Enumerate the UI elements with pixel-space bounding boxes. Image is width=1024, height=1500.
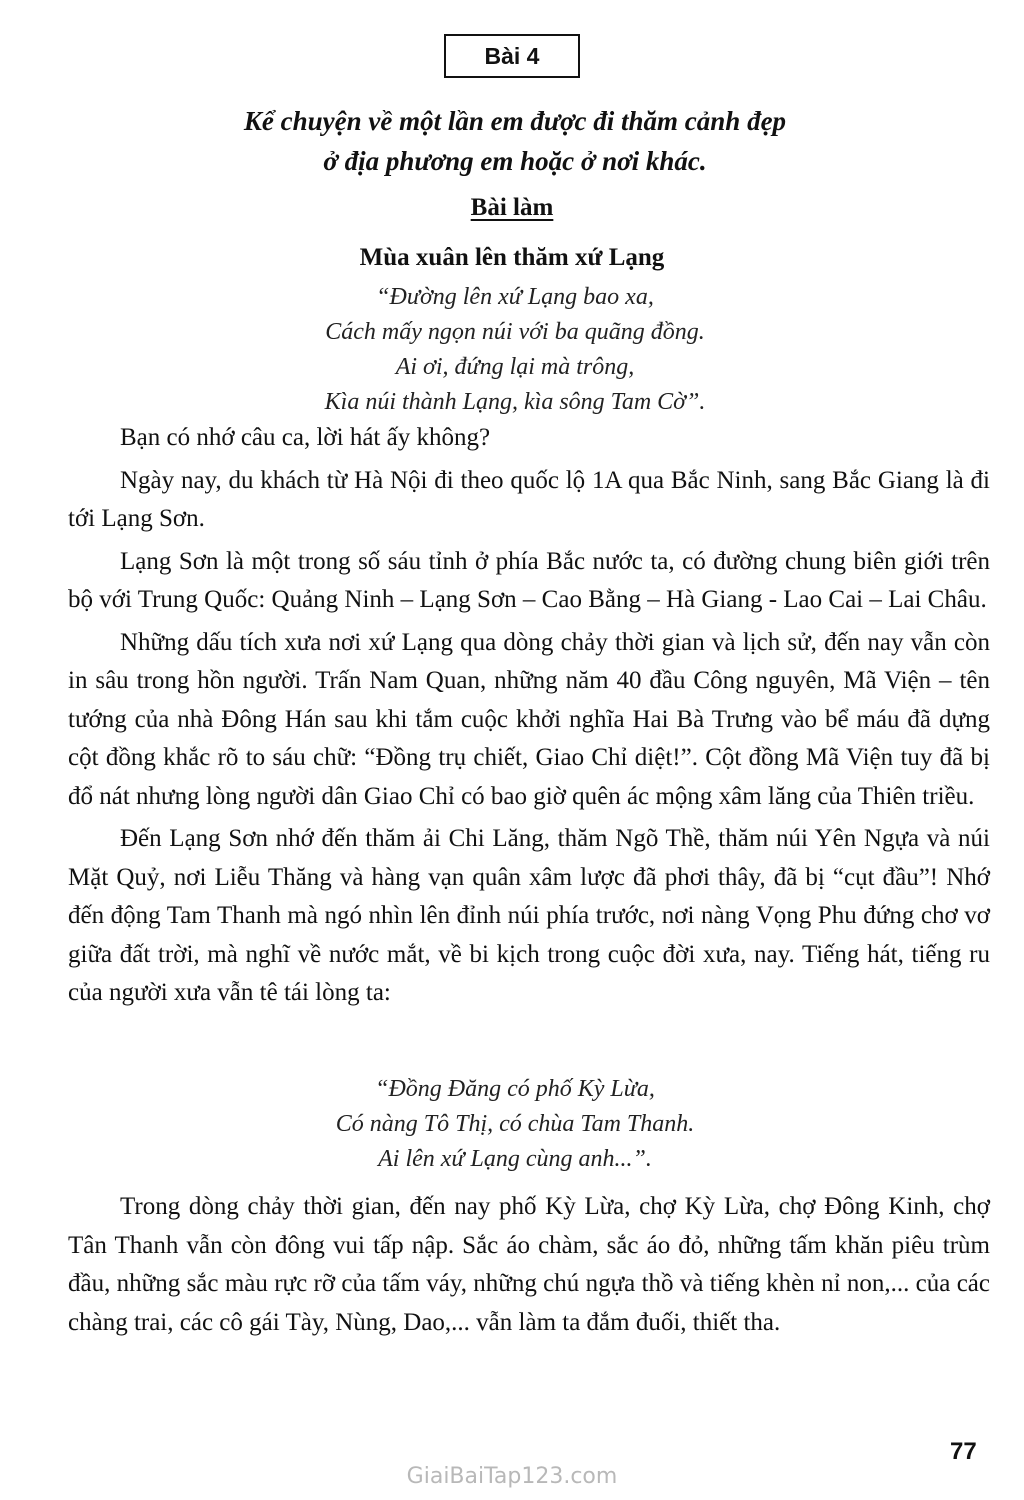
essay-body-part2	[68, 1188, 990, 1342]
answer-heading	[0, 192, 1024, 224]
task-prompt	[120, 101, 910, 181]
opening-poem	[0, 280, 1024, 420]
paragraph: Những dấu tích xưa nơi xứ Lạng qua dòng chảy thời gian và lịch sử, đến nay vẫn còn in sâu trong hồn người. Trấn Nam Quan, những năm 40 đầu Công nguyên, Mã Viện – tên tướng của nhà Đông Hán sau khi tắm cuộc khởi nghĩa Hai Bà Trưng vào bể máu đã dựng cột đồng khắc rõ to sáu chữ: “Đồng trụ chiết, Giao Chỉ diệt!”. Cột đồng Mã Viện tuy đã bị đổ nát nhưng lòng người dân Giao Chỉ có bao giờ quên ác mộng xâm lăng của Thiên triều.	[68, 628, 990, 810]
lesson-label: Bài 4	[484, 42, 540, 69]
poem-line: Có nàng Tô Thị, có chùa Tam Thanh.	[335, 1111, 695, 1137]
task-line: Kể chuyện về một lần em được đi thăm cảnh đẹp	[243, 106, 787, 136]
poem-line: Cách mấy ngọn núi với ba quãng đồng.	[325, 319, 705, 345]
poem-line: Ai lên xứ Lạng cùng anh...”.	[378, 1146, 652, 1172]
poem-line: Kìa núi thành Lạng, kìa sông Tam Cờ”.	[324, 389, 706, 415]
paragraph: Đến Lạng Sơn nhớ đến thăm ải Chi Lăng, thăm Ngõ Thề, thăm núi Yên Ngựa và núi Mặt Quỷ, nơi Liễu Thăng và hàng vạn quân xâm lược đã phơi thây, đã bị “cụt đầu”! Nhớ đến động Tam Thanh mà ngó nhìn lên đỉnh núi phía trước, nơi nàng Vọng Phu đứng chơ vơ giữa đất trời, mà nghĩ về nước mắt, về bi kịch trong cuộc đời xưa, nay. Tiếng hát, tiếng ru của người xưa vẫn tê tái lòng ta:	[68, 825, 990, 1006]
poem-line: “Đường lên xứ Lạng bao xa,	[376, 284, 654, 310]
paragraph: Bạn có nhớ câu ca, lời hát ấy không?	[120, 424, 491, 451]
essay-body-part1	[68, 419, 990, 1013]
poem-line: “Đồng Đăng có phố Kỳ Lừa,	[375, 1076, 655, 1102]
answer-label: Bài làm	[470, 194, 554, 221]
paragraph: Trong dòng chảy thời gian, đến nay phố Kỳ Lừa, chợ Kỳ Lừa, chợ Đông Kinh, chợ Tân Thanh vẫn còn đông vui tấp nập. Sắc áo chàm, sắc áo đỏ, những tấm khăn piêu trùm đầu, những sắc màu rực rỡ của tấm váy, những chú ngựa thồ và tiếng khèn nỉ non,... của các chàng trai, các cô gái Tày, Nùng, Dao,... vẫn làm ta đắm đuối, thiết tha.	[68, 1193, 990, 1336]
paragraph: Ngày nay, du khách từ Hà Nội đi theo quốc lộ 1A qua Bắc Ninh, sang Bắc Giang là đi tới Lạng Sơn.	[68, 466, 990, 532]
poem-line: Ai ơi, đứng lại mà trông,	[395, 354, 635, 380]
essay-title: Mùa xuân lên thăm xứ Lạng	[359, 244, 665, 271]
task-line: ở địa phương em hoặc ở nơi khác.	[323, 146, 707, 176]
watermark: GiaiBaiTap123.com	[406, 1464, 618, 1489]
folk-poem	[0, 1072, 1024, 1177]
page-number: 77	[950, 1438, 977, 1465]
paragraph: Lạng Sơn là một trong số sáu tỉnh ở phía Bắc nước ta, có đường chung biên giới trên bộ với Trung Quốc: Quảng Ninh – Lạng Sơn – Cao Bằng – Hà Giang - Lao Cai – Lai Châu.	[68, 547, 990, 613]
lesson-label-box	[444, 34, 580, 78]
